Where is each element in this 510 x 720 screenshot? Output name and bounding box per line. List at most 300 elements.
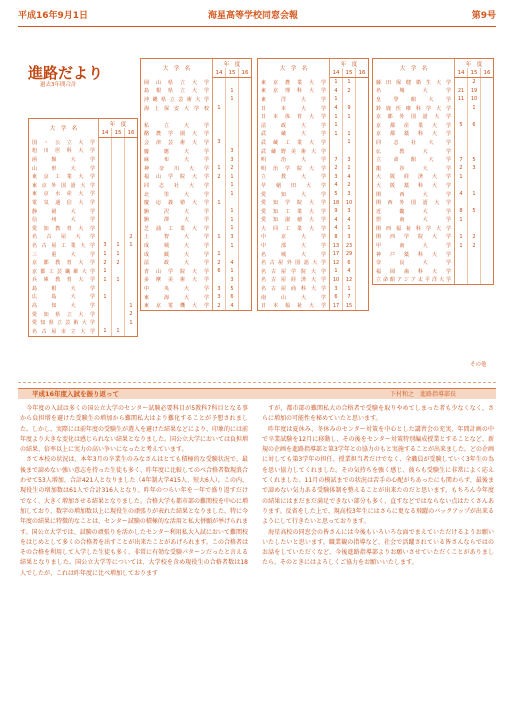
table-row [373, 121, 493, 130]
count-cell [239, 181, 252, 190]
university-name: 私立大学 [141, 121, 213, 130]
table-row [373, 233, 493, 242]
university-name: 龍谷大学 [373, 164, 455, 173]
count-cell: 1 [343, 112, 356, 121]
count-cell [468, 276, 481, 285]
count-cell: 6 [343, 258, 356, 267]
count-cell [125, 172, 138, 181]
table-row [141, 207, 251, 216]
count-cell [356, 198, 369, 207]
count-cell [468, 181, 481, 190]
count-cell: 1 [226, 190, 239, 199]
table-row [373, 250, 493, 259]
count-cell: 4 [330, 181, 343, 190]
count-cell: 2 [125, 310, 138, 319]
table-row [258, 155, 368, 164]
results-table-3 [257, 58, 369, 311]
count-cell [343, 95, 356, 104]
count-cell [112, 138, 125, 147]
university-name: 福山学院大学 [141, 173, 213, 182]
count-cell [99, 172, 112, 181]
count-cell [239, 207, 252, 216]
university-name: 摂南大学 [373, 216, 455, 225]
count-cell: 5 [226, 284, 239, 293]
count-cell [239, 87, 252, 96]
university-name: 南山大学 [258, 293, 330, 302]
count-cell: 21 [455, 87, 468, 96]
university-name: 明治大学 [258, 155, 330, 164]
university-name: 島根県立大学 [141, 87, 213, 96]
count-cell [213, 95, 226, 104]
university-name: 信州大学 [29, 215, 99, 224]
count-cell [356, 130, 369, 139]
count-cell [112, 207, 125, 216]
count-cell: 1 [226, 207, 239, 216]
university-name: 兵庫教育大学 [29, 276, 99, 285]
count-cell [112, 224, 125, 233]
count-cell: 1 [213, 198, 226, 207]
count-cell [239, 104, 252, 113]
count-cell: 1 [226, 216, 239, 225]
table-row [29, 233, 137, 242]
count-cell: 5 [455, 121, 468, 130]
count-cell: 2 [112, 258, 125, 267]
count-cell: 1 [125, 318, 138, 327]
count-cell [213, 112, 226, 121]
count-cell: 1 [455, 216, 468, 225]
count-cell [239, 130, 252, 139]
count-cell: 3 [330, 173, 343, 182]
table-row [141, 104, 251, 113]
count-cell: 2 [99, 258, 112, 267]
table-row [141, 190, 251, 199]
count-cell [125, 138, 138, 147]
count-cell: 1 [112, 241, 125, 250]
col-header-name: 大 学 名 [373, 59, 455, 78]
count-cell [356, 87, 369, 96]
table-row [373, 207, 493, 216]
count-cell: 4 [226, 258, 239, 267]
count-cell: 5 [330, 190, 343, 199]
count-cell [112, 284, 125, 293]
count-cell [213, 207, 226, 216]
table-row [258, 258, 368, 267]
table-row [141, 284, 251, 293]
count-cell [112, 147, 125, 156]
count-cell [468, 112, 481, 121]
count-cell: 2 [213, 258, 226, 267]
count-cell [481, 276, 494, 285]
count-cell [468, 258, 481, 267]
count-cell [125, 327, 138, 336]
table-row [29, 284, 137, 293]
count-cell [125, 181, 138, 190]
count-cell: 13 [330, 241, 343, 250]
table-row [258, 301, 368, 310]
col-header-y15: 15 [112, 128, 125, 138]
count-cell [125, 164, 138, 173]
count-cell [226, 130, 239, 139]
university-name: 名古屋市立大学 [29, 327, 99, 336]
table-row [29, 293, 137, 302]
col-header-name: 大 学 名 [141, 59, 213, 78]
count-cell: 1 [330, 78, 343, 87]
count-cell [343, 147, 356, 156]
count-cell [99, 318, 112, 327]
table-row [373, 87, 493, 96]
count-cell: 10 [343, 198, 356, 207]
count-cell: 1 [99, 267, 112, 276]
count-cell: 18 [330, 198, 343, 207]
table-row [373, 173, 493, 182]
article-author: 下村和之 進路指導部長 [390, 391, 457, 398]
count-cell [125, 190, 138, 199]
count-cell [468, 216, 481, 225]
university-name: 名古屋工業大学 [29, 241, 99, 250]
university-name: 北里大学 [141, 190, 213, 199]
table-row [373, 276, 493, 285]
table-row [258, 224, 368, 233]
count-cell: 1 [330, 112, 343, 121]
table-row [29, 241, 137, 250]
table-row [373, 104, 493, 113]
table-row [373, 112, 493, 121]
count-cell [239, 198, 252, 207]
count-cell [125, 258, 138, 267]
university-name: 愛知教育大学 [29, 224, 99, 233]
table-row [258, 233, 368, 242]
university-name: 三重大学 [29, 250, 99, 259]
university-name: 愛知工業大学 [258, 207, 330, 216]
university-name: 関西大学 [373, 190, 455, 199]
count-cell: 1 [226, 224, 239, 233]
count-cell [455, 250, 468, 259]
count-cell [125, 284, 138, 293]
count-cell [125, 224, 138, 233]
count-cell: 29 [343, 250, 356, 259]
table-row [141, 78, 251, 87]
count-cell [99, 155, 112, 164]
col-header-y14: 14 [330, 68, 343, 78]
count-cell: 1 [99, 276, 112, 285]
count-cell [356, 78, 369, 87]
article-column-right [262, 404, 494, 569]
count-cell [356, 104, 369, 113]
table-row [258, 78, 368, 87]
table-row [29, 215, 137, 224]
count-cell: 1 [99, 250, 112, 259]
table-row [373, 78, 493, 87]
university-name: 会津芸術大学 [141, 138, 213, 147]
col-header-year: 年 度 [340, 61, 358, 68]
table-row [29, 138, 137, 147]
university-name: 武蔵大学 [258, 130, 330, 139]
university-name: 静岡大学 [29, 207, 99, 216]
university-name: 慶應大学 [141, 147, 213, 156]
table-row [373, 147, 493, 156]
count-cell: 6 [226, 293, 239, 302]
count-cell [226, 121, 239, 130]
university-name: 高知大学 [29, 301, 99, 310]
table-row [373, 190, 493, 199]
count-cell [226, 112, 239, 121]
count-cell [481, 250, 494, 259]
table-row [141, 198, 251, 207]
table-row [258, 181, 368, 190]
table-row [29, 276, 137, 285]
table-row [258, 207, 368, 216]
count-cell: 4 [226, 301, 239, 310]
count-cell: 2 [455, 164, 468, 173]
count-cell: 1 [125, 241, 138, 250]
count-cell [239, 147, 252, 156]
count-cell [213, 276, 226, 285]
university-name: 関西学院大学 [373, 233, 455, 242]
count-cell [99, 215, 112, 224]
count-cell [213, 181, 226, 190]
count-cell [481, 147, 494, 156]
count-cell [455, 276, 468, 285]
count-cell [239, 258, 252, 267]
count-cell [239, 276, 252, 285]
table-row [258, 164, 368, 173]
count-cell [112, 233, 125, 242]
results-table-4 [372, 58, 494, 285]
university-name: 日本大学 [258, 104, 330, 113]
university-name: 甲南大学 [373, 241, 455, 250]
other-note: その他 [470, 362, 487, 368]
count-cell [481, 130, 494, 139]
count-cell [455, 130, 468, 139]
count-cell: 19 [468, 87, 481, 96]
table-row [141, 276, 251, 285]
article-paragraph: 今年度の入試は多くの国公立大学のセンター試験必要科目が5教科7科目となる事から負担増を避けた受験生の増加から難関私大はより難化することが予想されました。しかし、実際には前年度の受験生が選入を避けた結果などにより、印象的には前年度より大きな変化は感じられない結果となりました。国公立大学においては負担増の結果、倍率以上に実力の高い争いになったと考えています。 [20, 405, 249, 454]
col-header-y14: 14 [213, 68, 226, 78]
count-cell [112, 318, 125, 327]
count-cell [125, 267, 138, 276]
count-cell: 1 [343, 130, 356, 139]
count-cell [455, 104, 468, 113]
count-cell [356, 95, 369, 104]
table-row [258, 130, 368, 139]
university-name: 駒澤大学 [141, 216, 213, 225]
count-cell [226, 138, 239, 147]
count-cell: 4 [330, 216, 343, 225]
university-name: 愛知県立芸術大学 [29, 318, 99, 327]
university-name: 上智大学 [141, 233, 213, 242]
table-row [29, 318, 137, 327]
count-cell [481, 207, 494, 216]
table-row [29, 224, 137, 233]
count-cell: 3 [226, 233, 239, 242]
university-name: 京都産業大学 [373, 121, 455, 130]
count-cell [239, 284, 252, 293]
article-paragraph: 海星高校の同窓会の皆さんには今後もいろいろな面でまえていただけるようお願いいたしたいと思います。職業観の指導など、社会で活躍されている皆さんならではのお話をしていただくなど、今後進路指導部よりお願いさせていただくことがありましたら、そのときにはよろしくご協力をお願いいたします。 [262, 528, 494, 567]
count-cell [481, 155, 494, 164]
count-cell [239, 267, 252, 276]
count-cell [112, 164, 125, 173]
table-row [29, 172, 137, 181]
count-cell [356, 190, 369, 199]
university-name: 名古屋学院大学 [258, 267, 330, 276]
count-cell: 1 [226, 87, 239, 96]
count-cell: 1 [468, 190, 481, 199]
university-name: 関西福祉科学大学 [373, 224, 455, 233]
table-row [141, 224, 251, 233]
count-cell [112, 181, 125, 190]
count-cell: 1 [226, 241, 239, 250]
university-name: 岡山県立大学 [141, 78, 213, 87]
count-cell [481, 267, 494, 276]
count-cell: 3 [213, 293, 226, 302]
table-row [141, 233, 251, 242]
university-name: 立教大学 [258, 173, 330, 182]
count-cell: 1 [343, 224, 356, 233]
count-cell: 8 [455, 207, 468, 216]
count-cell: 3 [343, 207, 356, 216]
count-cell: 1 [343, 164, 356, 173]
university-name: 中京大学 [258, 233, 330, 242]
count-cell [356, 241, 369, 250]
count-cell [99, 301, 112, 310]
table-row [258, 95, 368, 104]
count-cell: 1 [226, 267, 239, 276]
count-cell [213, 147, 226, 156]
count-cell: 3 [468, 164, 481, 173]
university-name: 電気通信大学 [29, 198, 99, 207]
table-row [258, 87, 368, 96]
count-cell: 7 [455, 155, 468, 164]
table-row [258, 250, 368, 259]
table-row [373, 138, 493, 147]
count-cell: 1 [343, 284, 356, 293]
count-cell: 1 [343, 138, 356, 147]
count-cell [125, 276, 138, 285]
count-cell: 1 [343, 78, 356, 87]
count-cell [468, 130, 481, 139]
count-cell: 6 [330, 293, 343, 302]
university-name: 神戸薬科大学 [373, 250, 455, 259]
table-row [258, 216, 368, 225]
university-name: 立命館大学 [373, 155, 455, 164]
university-name: 福岡歯科大学 [373, 267, 455, 276]
table-row [258, 276, 368, 285]
university-name: 東京水産大学 [29, 190, 99, 199]
university-name: 奈良大学 [373, 258, 455, 267]
table-row [29, 301, 137, 310]
university-name: 同志社大学 [141, 181, 213, 190]
count-cell: 3 [343, 155, 356, 164]
university-name: 武蔵野美術大学 [258, 147, 330, 156]
university-name: 国・公立大学 [29, 138, 99, 147]
count-cell [356, 173, 369, 182]
university-name: 旭川医科大学 [29, 147, 99, 156]
table-row [373, 95, 493, 104]
count-cell: 10 [468, 95, 481, 104]
university-name: 成蹊大学 [141, 250, 213, 259]
count-cell [455, 181, 468, 190]
count-cell [112, 215, 125, 224]
count-cell: 2 [125, 233, 138, 242]
university-name: 鈴鹿医療科学大学 [373, 104, 455, 113]
count-cell [481, 190, 494, 199]
count-cell [112, 172, 125, 181]
table-row [141, 267, 251, 276]
count-cell [213, 78, 226, 87]
table-row [258, 198, 368, 207]
count-cell [468, 267, 481, 276]
count-cell [239, 121, 252, 130]
col-header-name: 大 学 名 [258, 59, 330, 78]
university-name: 名城大学 [373, 87, 455, 96]
university-name: 仏教大学 [373, 147, 455, 156]
count-cell [481, 78, 494, 87]
university-name: 名古屋商科大学 [258, 284, 330, 293]
count-cell: 15 [343, 301, 356, 310]
count-cell [239, 95, 252, 104]
count-cell [125, 250, 138, 259]
table-row [373, 224, 493, 233]
count-cell [468, 173, 481, 182]
table-row [258, 190, 368, 199]
table-row [141, 241, 251, 250]
count-cell [239, 216, 252, 225]
count-cell [481, 224, 494, 233]
university-name: 函館大学 [29, 155, 99, 164]
col-header-year: 年 度 [223, 61, 241, 68]
count-cell [356, 276, 369, 285]
table-row [373, 267, 493, 276]
count-cell: 7 [330, 155, 343, 164]
count-cell: 3 [213, 284, 226, 293]
count-cell [455, 198, 468, 207]
count-cell: 17 [330, 301, 343, 310]
university-name: 日本体育大学 [258, 112, 330, 121]
count-cell: 3 [213, 138, 226, 147]
count-cell [99, 147, 112, 156]
count-cell: 1 [213, 104, 226, 113]
count-cell [481, 181, 494, 190]
count-cell [356, 301, 369, 310]
table-row [141, 155, 251, 164]
table-row [258, 293, 368, 302]
table-row [258, 147, 368, 156]
count-cell: 2 [468, 241, 481, 250]
count-cell [112, 198, 125, 207]
count-cell [112, 267, 125, 276]
count-cell [468, 250, 481, 259]
article-title: 平成16年度入試を振り返って [32, 390, 120, 398]
count-cell: 1 [455, 173, 468, 182]
count-cell: 2 [468, 233, 481, 242]
university-name: 海上保安大学校 [141, 104, 213, 113]
table-row [258, 112, 368, 121]
count-cell [481, 258, 494, 267]
article-paragraph: さて本校の状況は、本年3月の卒業生のみなさんはとても積極的な受験状況で、最後まで諦めない強い意志を持った生徒も多く、昨年度に比較してのべ合格者数現浪合わせて53人増加、合計421人となりました（4年制大学415人、短大6人）。この内、現役生の増加数は61人で合計316人となり、昨年のつらい年を一年で盛り返すだけでなく、大きく増加させる結果となりました。合格大学も都市部の難関校を中心に増加しており、数字の増加数以上に現役生の頑張りが表れた結果となりました。特に今年度の結果に特徴的なことは、センター試験の積極的な活用と私大併願が挙げられます。国公立大学では、試験の頑張りを活かしたセンター利用私大入試において難関校をはじめとして多くの合格者を出すことが出来たことがあげられます。この合格者はその合格を利用して入学した生徒も多く、非常に有効な受験パターンだったと言える結果となりました。国公立大学等については、大学校を含め現役生の合格者数は18人でしたが、これは昨年度に比べ増加しております [20, 456, 249, 577]
count-cell [481, 112, 494, 121]
count-cell: 1 [330, 95, 343, 104]
university-name: 愛知県立大学 [29, 310, 99, 319]
university-name: 藤田保健衛生大学 [373, 78, 455, 87]
count-cell: 10 [330, 276, 343, 285]
article-column-left [20, 404, 248, 579]
count-cell [99, 284, 112, 293]
count-cell [226, 104, 239, 113]
count-cell: 3 [330, 284, 343, 293]
count-cell [125, 155, 138, 164]
table-row [141, 130, 251, 139]
count-cell [99, 198, 112, 207]
